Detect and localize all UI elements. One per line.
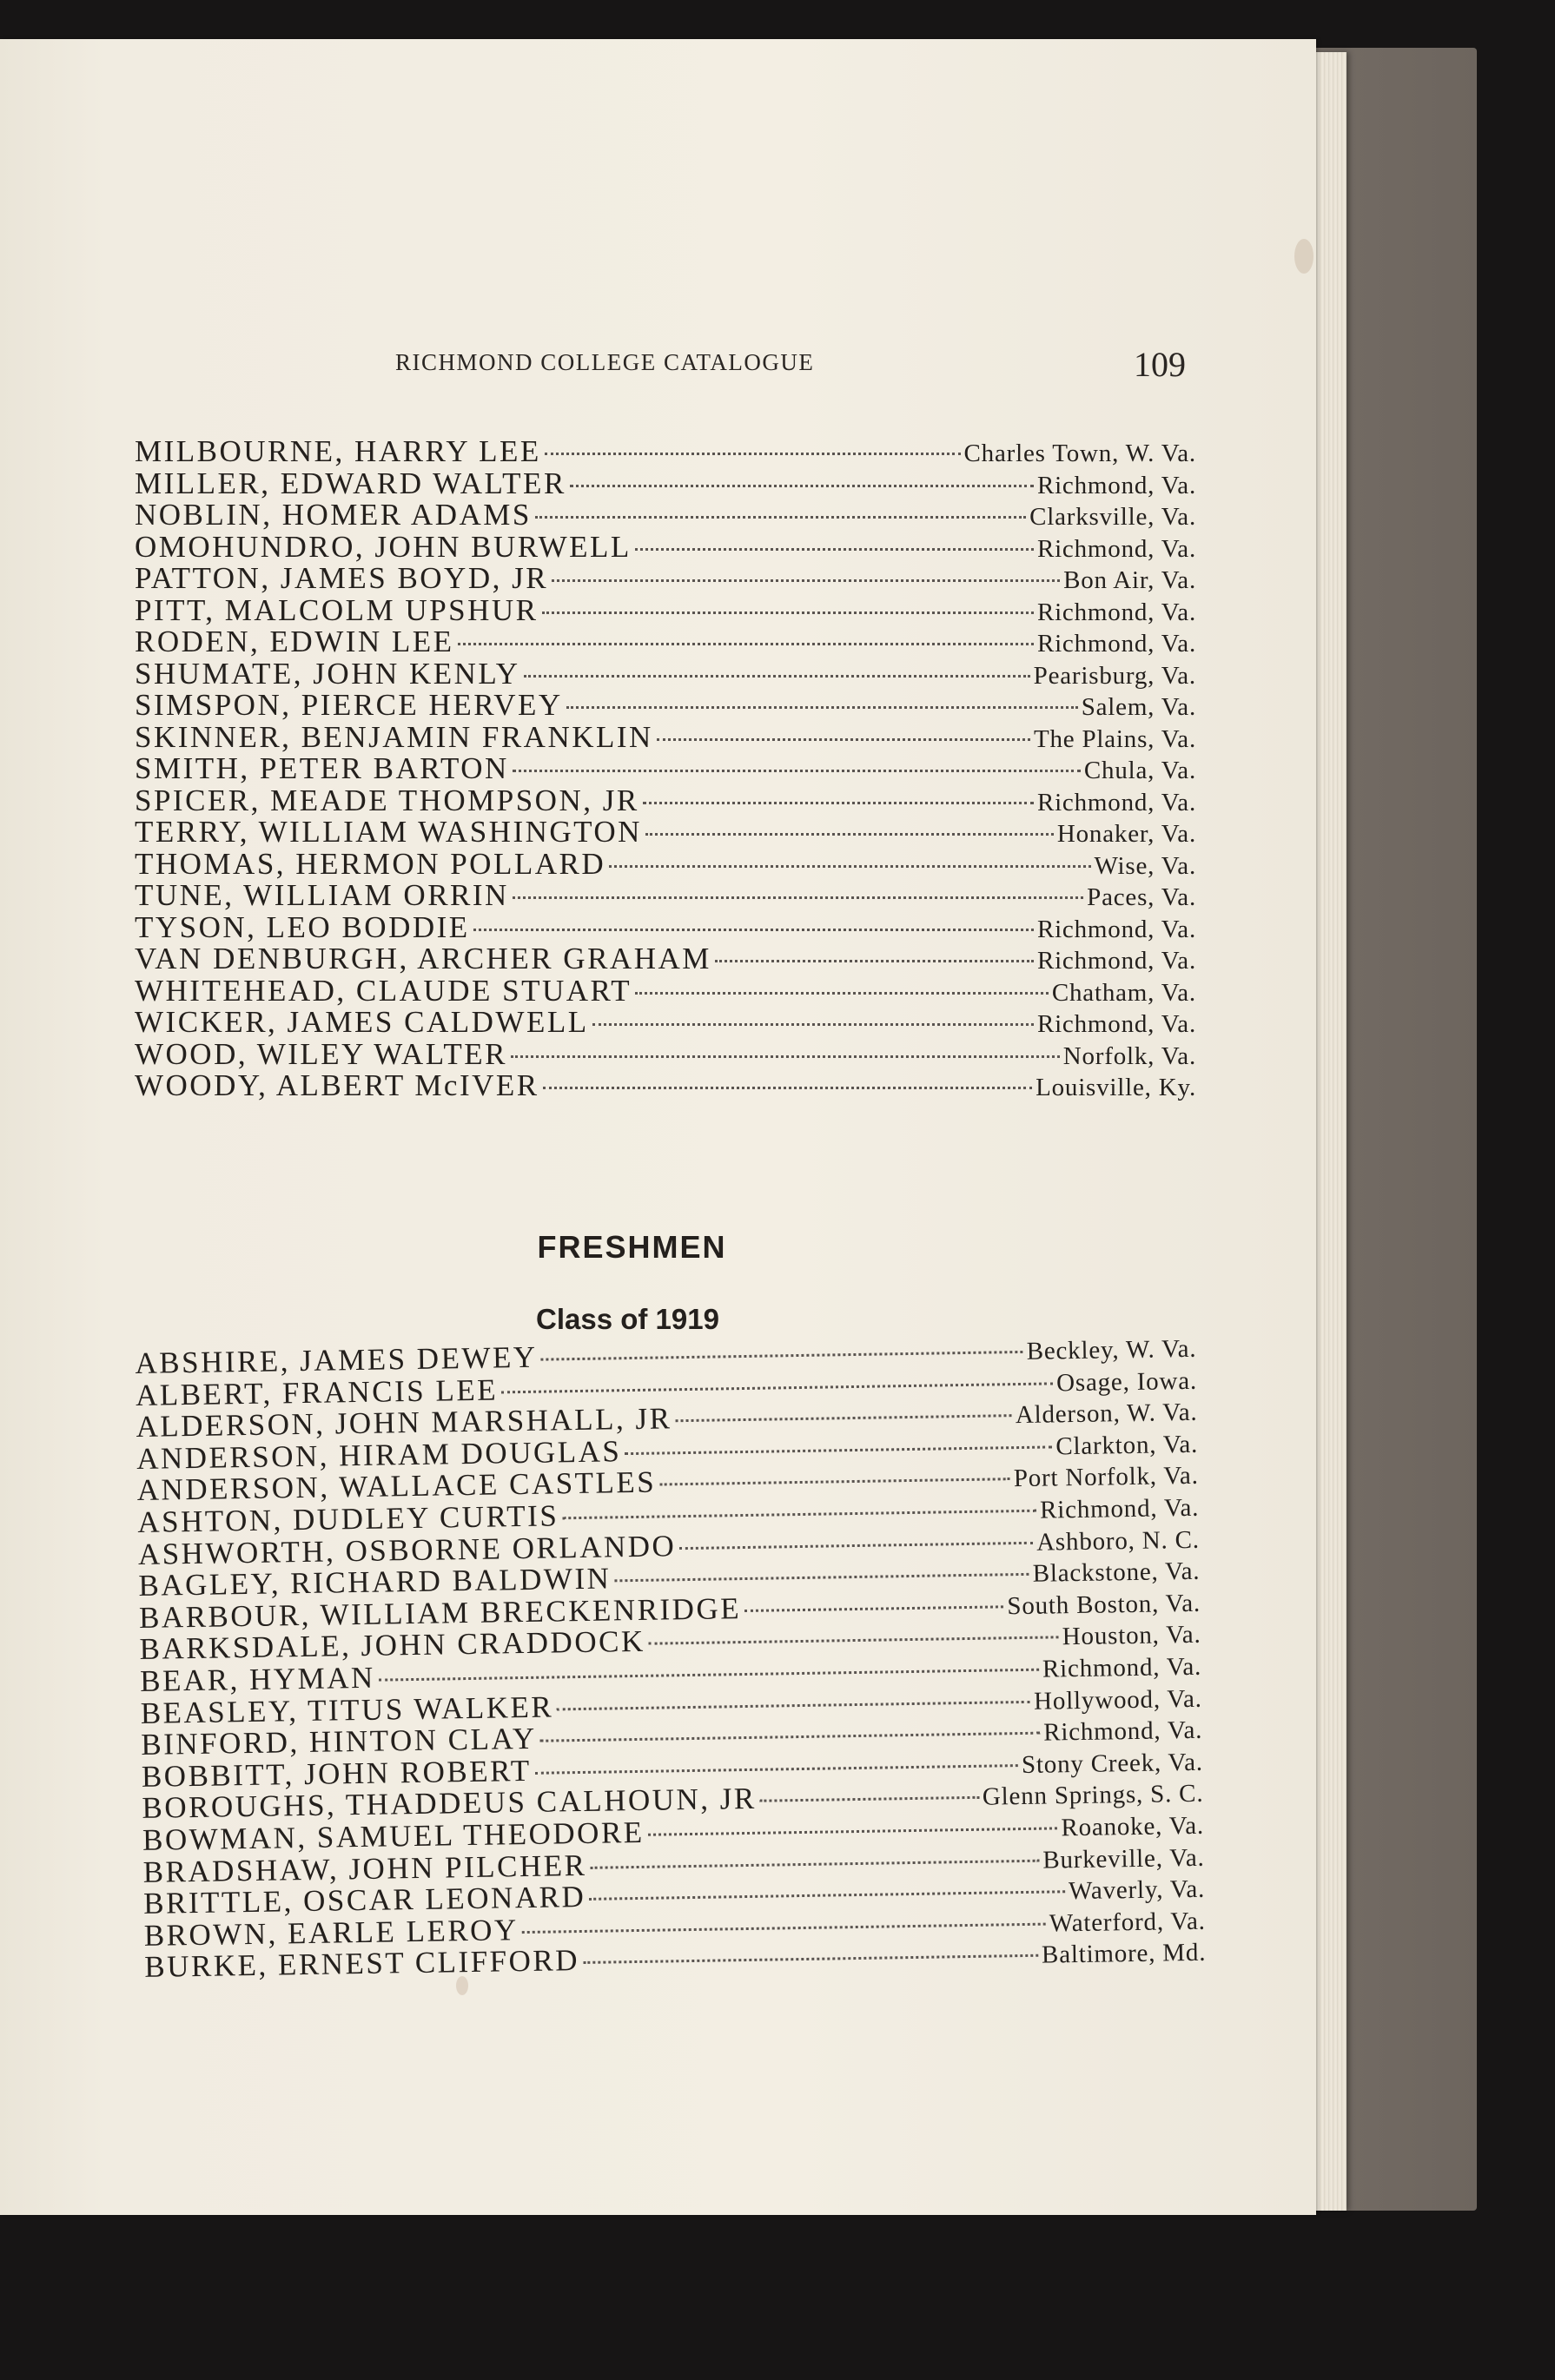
student-name: PITT, MALCOLM UPSHUR [135, 592, 539, 627]
student-name: BOROUGHS, THADDEUS CALHOUN, JR [142, 1782, 758, 1826]
running-head: RICHMOND COLLEGE CATALOGUE [395, 349, 815, 375]
page-stain [456, 1976, 468, 1995]
hometown: Glenn Springs, S. C. [982, 1780, 1204, 1812]
page-number: 109 [1134, 345, 1186, 384]
student-list-upper [135, 427, 1196, 1102]
student-name: VAN DENBURGH, ARCHER GRAHAM [135, 942, 711, 975]
hometown: Chatham, Va. [1051, 978, 1196, 1007]
dot-leader [552, 548, 1060, 582]
dot-leader [524, 644, 1030, 678]
freshmen-list [135, 1323, 1207, 1985]
student-name: THOMAS, HERMON POLLARD [135, 846, 606, 881]
student-name: ASHTON, DUDLEY CURTIS [136, 1498, 559, 1539]
student-name: ANDERSON, HIRAM DOUGLAS [136, 1433, 622, 1476]
student-name: OMOHUNDRO, JOHN BURWELL [135, 529, 632, 564]
student-name: BEAR, HYMAN [139, 1660, 376, 1698]
hometown: Alderson, W. Va. [1015, 1398, 1198, 1430]
dot-leader [542, 580, 1034, 614]
hometown: Salem, Va. [1081, 693, 1196, 721]
student-name: ABSHIRE, JAMES DEWEY [135, 1339, 538, 1380]
student-name: ASHWORTH, OSBORNE ORLANDO [137, 1528, 677, 1571]
student-name: TYSON, LEO BODDIE [135, 909, 470, 944]
hometown: Hollywood, Va. [1033, 1684, 1202, 1716]
hometown: Burkeville, Va. [1042, 1843, 1205, 1874]
hometown: Clarkton, Va. [1055, 1430, 1199, 1461]
dot-leader [635, 961, 1049, 995]
hometown: Richmond, Va. [1036, 915, 1196, 943]
student-name: BOWMAN, SAMUEL THEODORE [142, 1815, 645, 1857]
hometown: Richmond, Va. [1036, 598, 1196, 626]
dot-leader [473, 897, 1034, 931]
catalogue-page [0, 39, 1316, 2215]
student-name: WHITEHEAD, CLAUDE STUART [135, 973, 632, 1008]
dot-leader [645, 802, 1054, 836]
student-name: WICKER, JAMES CALDWELL [135, 1005, 589, 1039]
hometown: Norfolk, Va. [1062, 1041, 1196, 1070]
student-name: NOBLIN, HOMER ADAMS [135, 498, 532, 532]
dot-leader [513, 738, 1081, 772]
class-subtitle: Class of 1919 [536, 1303, 719, 1335]
hometown: Chula, Va. [1083, 757, 1196, 784]
page-stain [1294, 239, 1313, 274]
student-name: BROWN, EARLE LEROY [143, 1912, 519, 1953]
student-name: ALDERSON, JOHN MARSHALL, JR [136, 1401, 672, 1445]
section-title: FRESHMEN [537, 1229, 727, 1265]
student-name: ALBERT, FRANCIS LEE [135, 1372, 499, 1412]
student-name: TUNE, WILLIAM ORRIN [135, 878, 509, 912]
dot-leader [643, 770, 1034, 804]
dot-leader [543, 1055, 1032, 1089]
dot-leader [657, 707, 1030, 741]
hometown: Bon Air, Va. [1063, 566, 1196, 594]
hometown: Richmond, Va. [1039, 1493, 1200, 1524]
hometown: Osage, Iowa. [1055, 1366, 1198, 1397]
dot-leader [715, 929, 1034, 962]
dot-leader [511, 1024, 1060, 1058]
student-name: BARBOUR, WILLIAM BRECKENRIDGE [138, 1590, 742, 1635]
dot-leader [545, 421, 961, 455]
student-name: SHUMATE, JOHN KENLY [135, 656, 520, 691]
student-name: MILLER, EDWARD WALTER [135, 466, 566, 500]
dot-leader [566, 675, 1078, 709]
student-name: BARKSDALE, JOHN CRADDOCK [139, 1624, 645, 1667]
hometown: Beckley, W. Va. [1026, 1334, 1197, 1365]
hometown: Port Norfolk, Va. [1013, 1462, 1199, 1493]
hometown: Wise, Va. [1094, 851, 1196, 880]
dot-leader [458, 612, 1034, 645]
hometown: Richmond, Va. [1036, 630, 1196, 658]
hometown: South Boston, Va. [1007, 1589, 1201, 1621]
student-name: WOODY, ALBERT McIVER [135, 1068, 539, 1102]
hometown: Stony Creek, Va. [1021, 1748, 1204, 1779]
student-name: TERRY, WILLIAM WASHINGTON [135, 815, 642, 849]
hometown: Roanoke, Va. [1061, 1811, 1205, 1842]
hometown: Honaker, Va. [1056, 820, 1196, 848]
student-name: BEASLEY, TITUS WALKER [140, 1689, 554, 1730]
dot-leader [635, 517, 1034, 551]
student-name: ANDERSON, WALLACE CASTLES [136, 1464, 657, 1508]
hometown: Richmond, Va. [1036, 534, 1196, 563]
dot-leader [582, 1923, 1038, 1964]
hometown: Louisville, Ky. [1036, 1074, 1196, 1101]
student-name: BAGLEY, RICHARD BALDWIN [138, 1561, 612, 1603]
dot-leader [609, 834, 1090, 868]
hometown: Houston, Va. [1062, 1621, 1201, 1651]
student-name: SPICER, MEADE THOMPSON, JR [135, 783, 639, 817]
hometown: Richmond, Va. [1036, 1010, 1196, 1038]
student-name: WOOD, WILEY WALTER [135, 1036, 507, 1071]
hometown: Richmond, Va. [1036, 788, 1196, 816]
hometown: The Plains, Va. [1033, 724, 1196, 753]
hometown: Richmond, Va. [1042, 1652, 1202, 1683]
hometown: Clarksville, Va. [1029, 503, 1196, 531]
student-name: SMITH, PETER BARTON [135, 751, 509, 785]
student-name: SIMSPON, PIERCE HERVEY [135, 688, 563, 722]
dot-leader [592, 992, 1034, 1026]
hometown: Blackstone, Va. [1032, 1557, 1201, 1588]
student-name: BOBBITT, JOHN ROBERT [141, 1753, 532, 1794]
hometown: Waverly, Va. [1068, 1874, 1206, 1906]
student-name: RODEN, EDWIN LEE [135, 625, 454, 658]
student-name: SKINNER, BENJAMIN FRANKLIN [135, 719, 653, 754]
student-name: BINFORD, HINTON CLAY [141, 1721, 538, 1762]
student-name: PATTON, JAMES BOYD, JR [135, 561, 549, 595]
student-name: MILBOURNE, HARRY LEE [135, 434, 541, 468]
hometown: Richmond, Va. [1042, 1716, 1203, 1747]
student-name: BRITTLE, OSCAR LEONARD [142, 1880, 586, 1921]
student-name: BURKE, ERNEST CLIFFORD [144, 1943, 580, 1985]
dot-leader [513, 865, 1083, 899]
page-header [130, 345, 1186, 393]
student-name: BRADSHAW, JOHN PILCHER [142, 1848, 587, 1889]
hometown: Richmond, Va. [1036, 471, 1196, 499]
dot-leader [535, 485, 1026, 519]
hometown: Paces, Va. [1087, 883, 1196, 911]
hometown: Pearisburg, Va. [1033, 661, 1196, 690]
hometown: Ashboro, N. C. [1036, 1525, 1201, 1557]
hometown: Charles Town, W. Va. [963, 440, 1196, 467]
hometown: Waterford, Va. [1049, 1907, 1206, 1938]
hometown: Baltimore, Md. [1041, 1938, 1207, 1969]
dot-leader [570, 453, 1034, 487]
hometown: Richmond, Va. [1036, 947, 1196, 975]
